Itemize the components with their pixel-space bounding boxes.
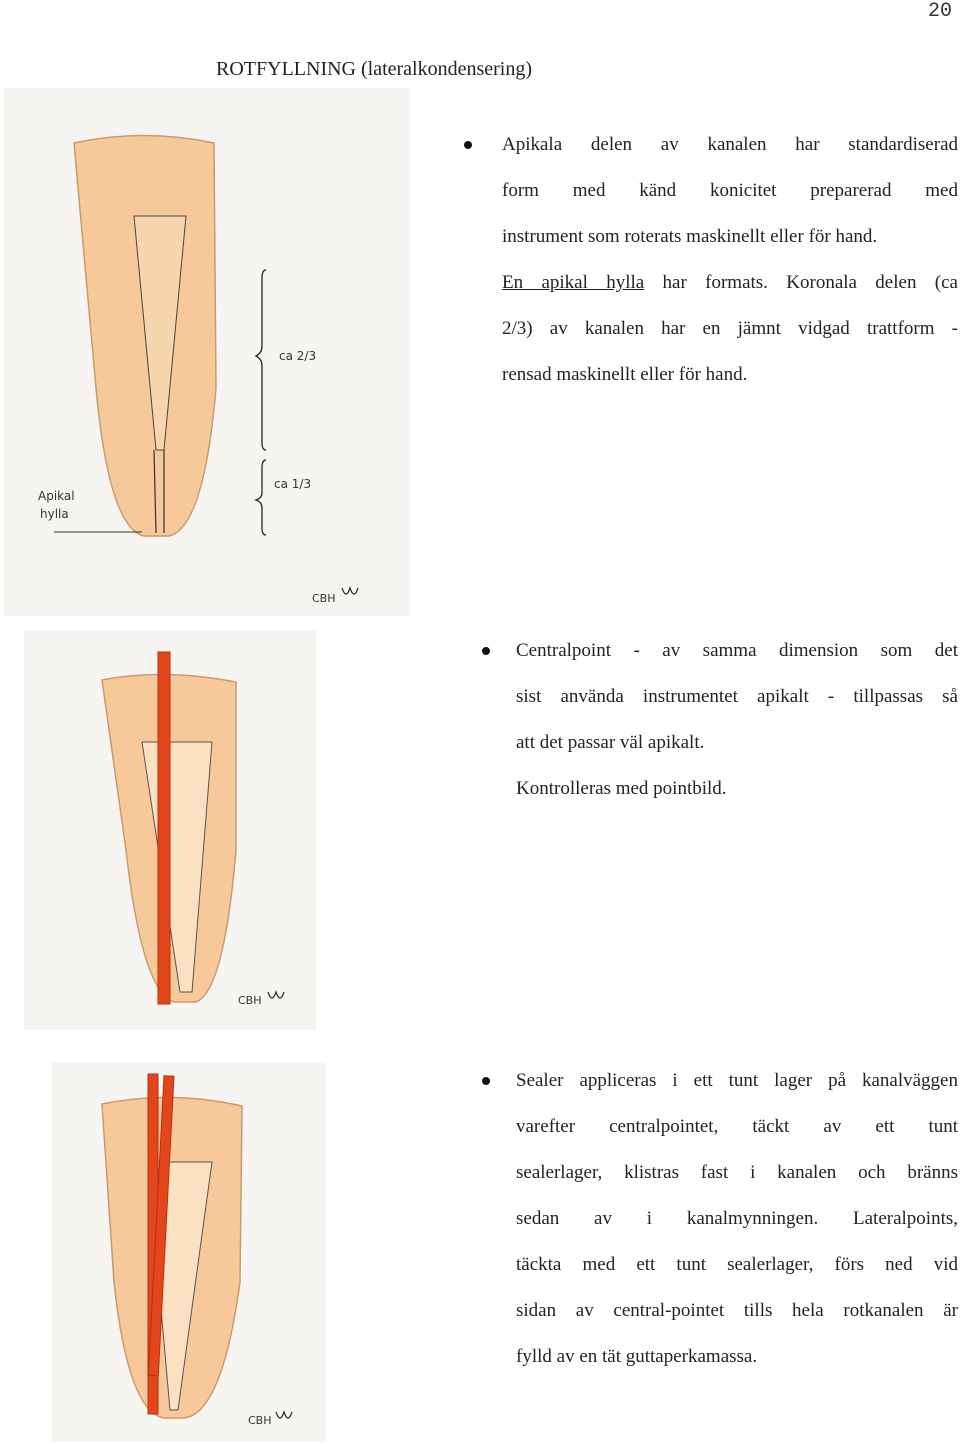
text-line [502, 260, 958, 306]
text-line: att det passar väl apikalt. [516, 732, 705, 753]
text-line: instrument som roterats maskinellt eller för hand. [502, 226, 878, 247]
tooth-illustration-2 [24, 630, 316, 1030]
bullet-dot [482, 1077, 490, 1085]
text-line: 2/3) av kanalen har en jämnt vidgad trattform - [502, 318, 958, 339]
text-line: täckta med ett tunt sealerlager, förs ned vid [516, 1254, 958, 1275]
page-heading: ROTFYLLNING (lateralkondensering) [216, 58, 533, 80]
signature-label: CBH [238, 994, 262, 1007]
underlined-term: En apikal hylla [502, 272, 645, 293]
label-ca-two-thirds: ca 2/3 [279, 349, 317, 363]
text-fragment: har formats. Koronala delen (ca [644, 272, 958, 293]
figure-centralpoint [24, 630, 316, 1030]
text-line: Kontrolleras med pointbild. [516, 778, 727, 799]
text-line: sealerlager, klistras fast i kanalen och bränns [516, 1162, 958, 1183]
bullet-dot [482, 647, 490, 655]
text-line: fylld av en tät guttaperkamassa. [516, 1346, 758, 1367]
text-line: sedan av i kanalmynningen. Lateralpoints, [516, 1208, 958, 1229]
text-line: Sealer appliceras i ett tunt lager på kanalväggen [516, 1070, 958, 1091]
label-hylla: hylla [40, 507, 69, 521]
signature-label: CBH [312, 592, 336, 605]
text-line: Centralpoint - av samma dimension som det [516, 640, 958, 661]
text-line: rensad maskinellt eller för hand. [502, 364, 748, 385]
signature-label: CBH [248, 1414, 272, 1427]
text-line: sidan av central-pointet tills hela rotkanalen är [516, 1300, 958, 1321]
label-ca-one-third: ca 1/3 [274, 477, 312, 491]
text-line: Apikala delen av kanalen har standardiserad [502, 134, 958, 155]
tooth-illustration-1 [4, 88, 410, 616]
page-number: 20 [927, 0, 952, 23]
label-apikal: Apikal [38, 489, 75, 503]
text-line: varefter centralpointet, täckt av ett tunt [516, 1116, 958, 1137]
text-line: sist använda instrumentet apikalt - tillpassas så [516, 686, 958, 707]
text-line: form med känd konicitet preparerad med [502, 180, 958, 201]
tooth-illustration-3 [52, 1062, 326, 1442]
figure-lateral-condensation [52, 1062, 326, 1442]
bullet-dot [464, 141, 472, 149]
figure-canal-preparation [4, 88, 410, 616]
